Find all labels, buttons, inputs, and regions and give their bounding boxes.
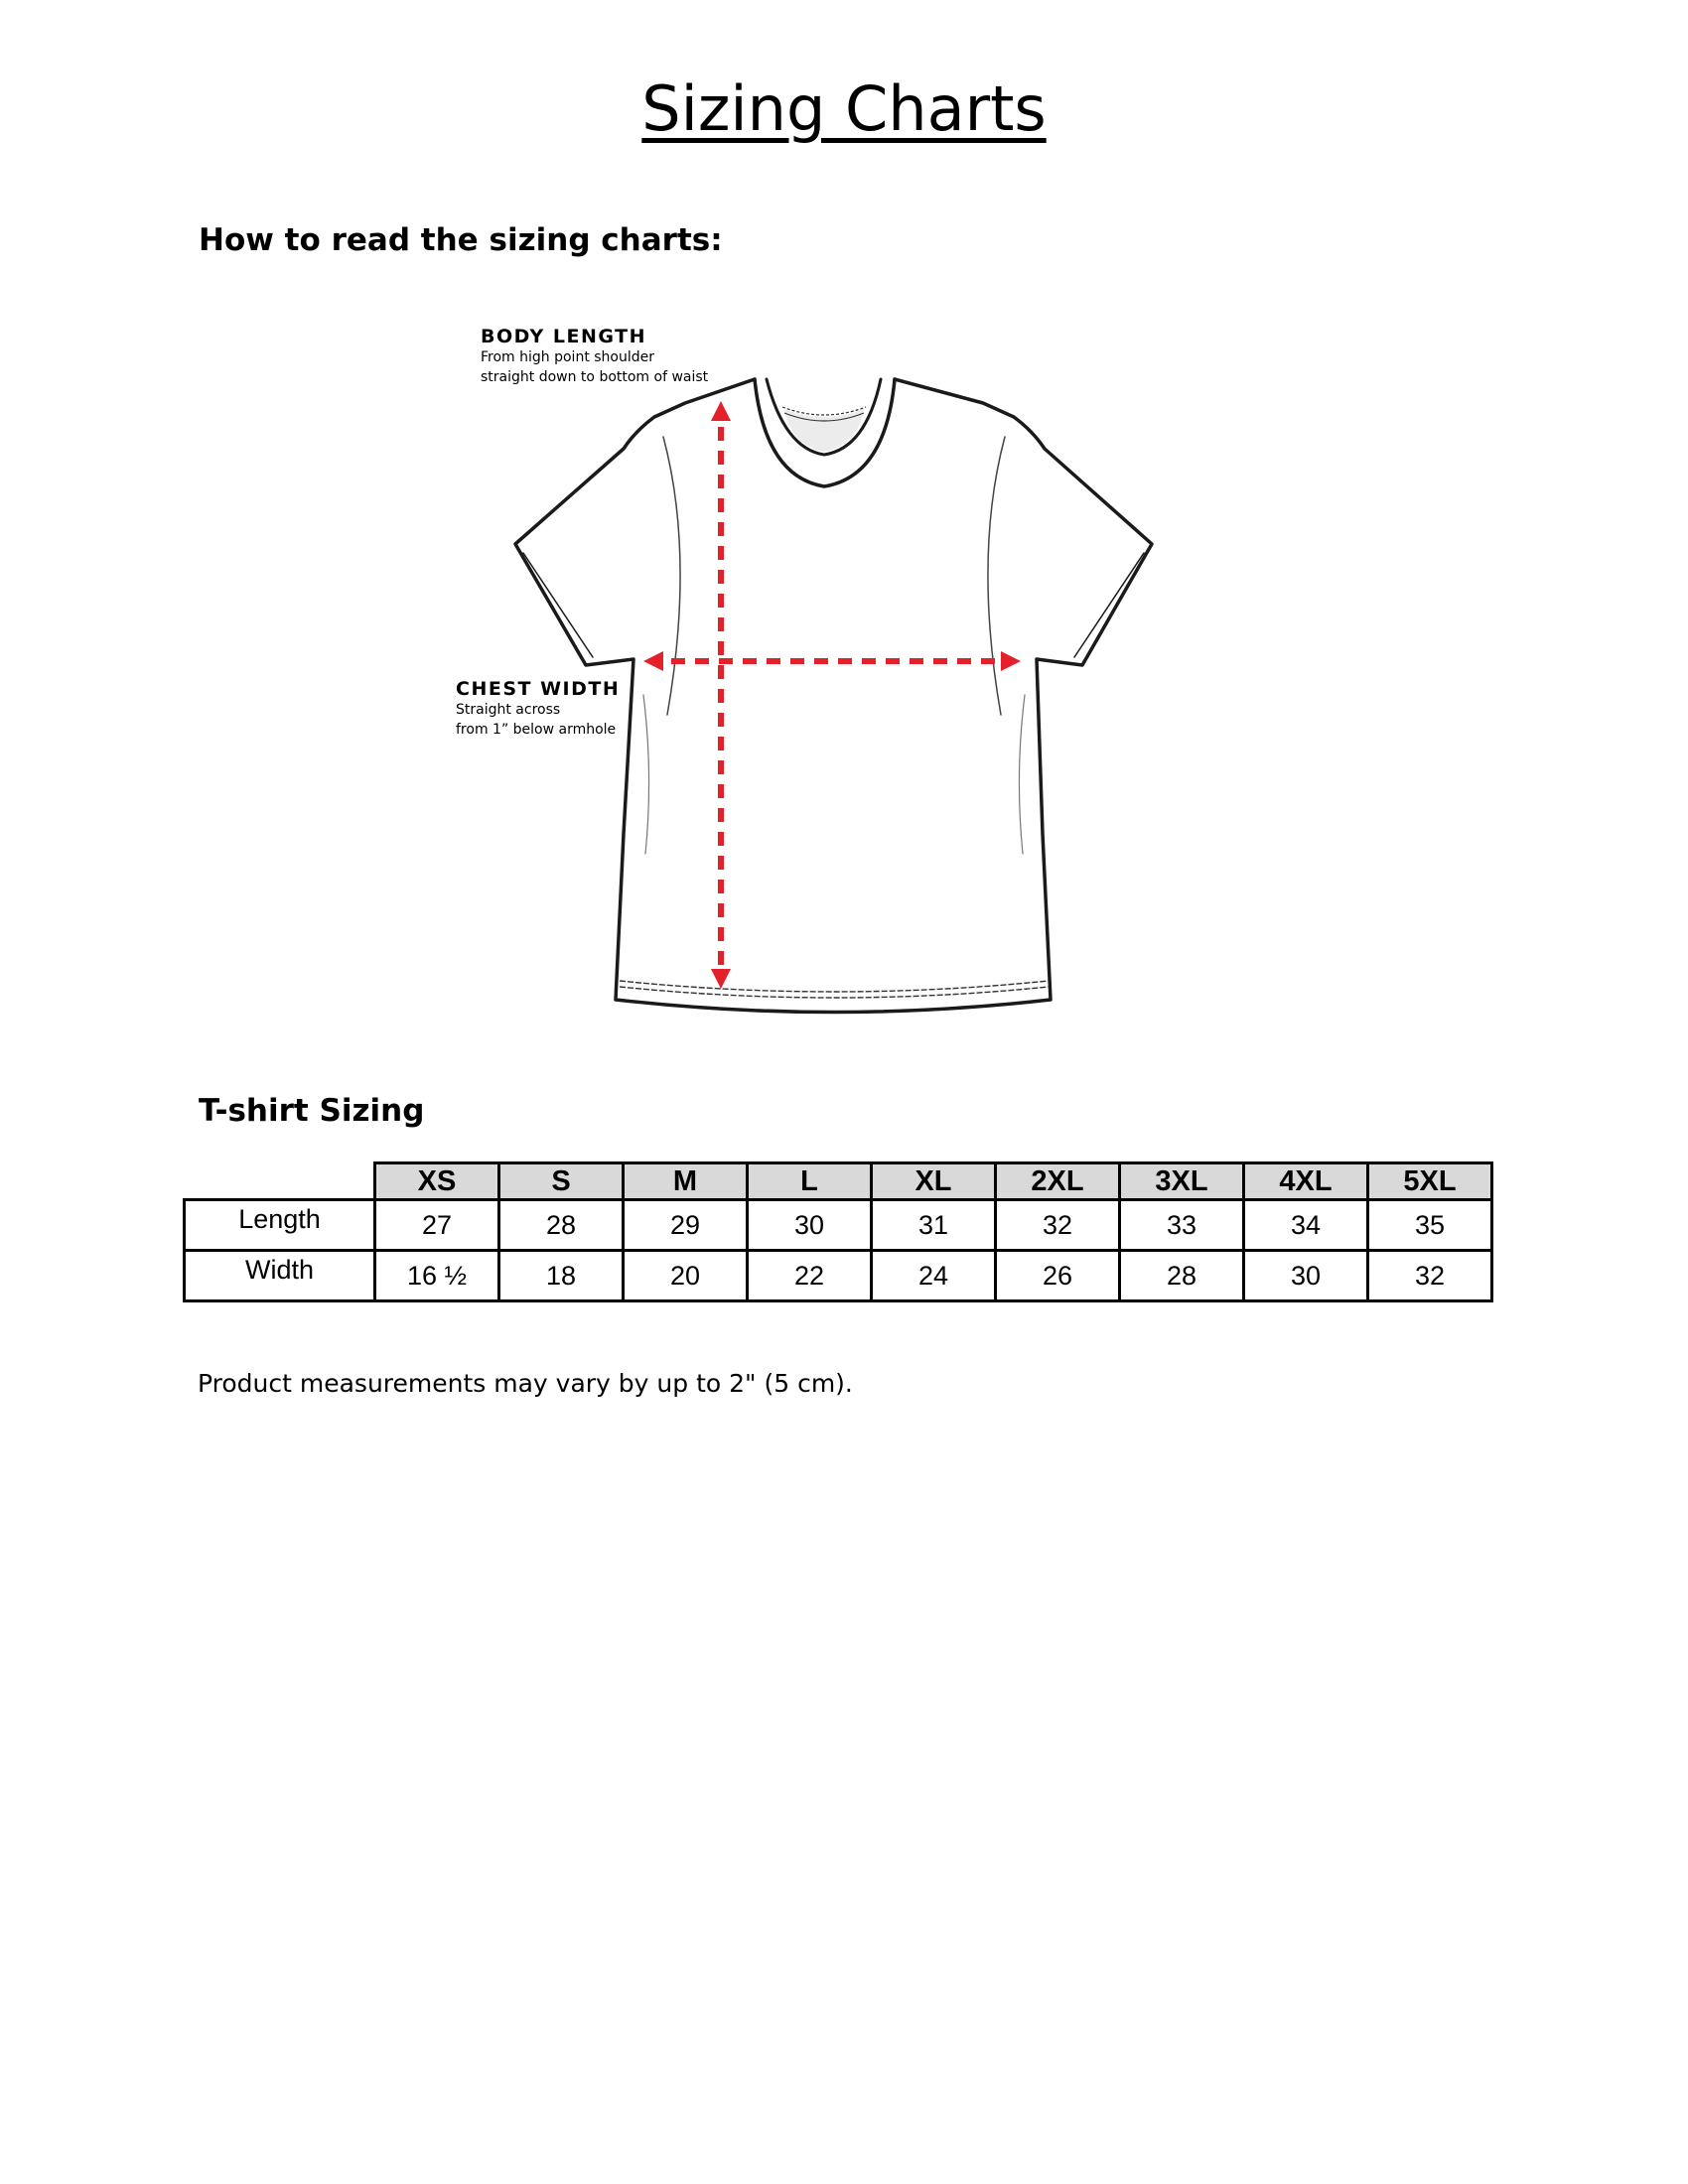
table-cell: 32 [1368,1251,1492,1301]
table-header-row [185,1163,1492,1200]
tshirt-sizing-table [183,1161,1493,1302]
column-header: 2XL [996,1163,1120,1200]
row-label: Length [185,1200,375,1251]
table-cell: 31 [872,1200,996,1251]
table-row [185,1200,1492,1251]
how-to-heading: How to read the sizing charts: [199,222,723,258]
table-row [185,1251,1492,1301]
column-header: XS [375,1163,499,1200]
table-cell: 28 [1120,1251,1244,1301]
chest-width-line1: Straight across [456,702,561,718]
table-cell: 34 [1244,1200,1368,1251]
table-cell: 16 ½ [375,1251,499,1301]
table-cell: 27 [375,1200,499,1251]
footnote: Product measurements may vary by up to 2" (5 cm). [198,1369,853,1398]
chest-width-label [456,678,620,740]
column-header: S [499,1163,624,1200]
table-cell: 30 [748,1200,872,1251]
tshirt-diagram [0,0,1688,1052]
table-cell: 26 [996,1251,1120,1301]
column-header: 4XL [1244,1163,1368,1200]
table-cell: 29 [624,1200,748,1251]
body-length-line1: From high point shoulder [481,349,655,365]
chest-width-line2: from 1” below armhole [456,722,617,738]
table-cell: 20 [624,1251,748,1301]
table-cell: 30 [1244,1251,1368,1301]
table-cell: 24 [872,1251,996,1301]
table-cell: 33 [1120,1200,1244,1251]
column-header: M [624,1163,748,1200]
row-label: Width [185,1251,375,1301]
body-length-line2: straight down to bottom of waist [481,369,709,385]
column-header: 5XL [1368,1163,1492,1200]
page-title-text: Sizing Charts [641,72,1047,145]
body-length-title: BODY LENGTH [481,326,647,347]
body-length-arrow [711,401,731,989]
body-length-label [481,326,708,387]
table-cell: 18 [499,1251,624,1301]
table-heading: T-shirt Sizing [199,1093,425,1129]
column-header: 3XL [1120,1163,1244,1200]
table-cell: 35 [1368,1200,1492,1251]
chest-width-title: CHEST WIDTH [456,678,621,700]
table-cell: 32 [996,1200,1120,1251]
chest-width-arrow [643,651,1021,671]
table-corner [185,1163,375,1200]
column-header: XL [872,1163,996,1200]
table-cell: 28 [499,1200,624,1251]
table-cell: 22 [748,1251,872,1301]
column-header: L [748,1163,872,1200]
